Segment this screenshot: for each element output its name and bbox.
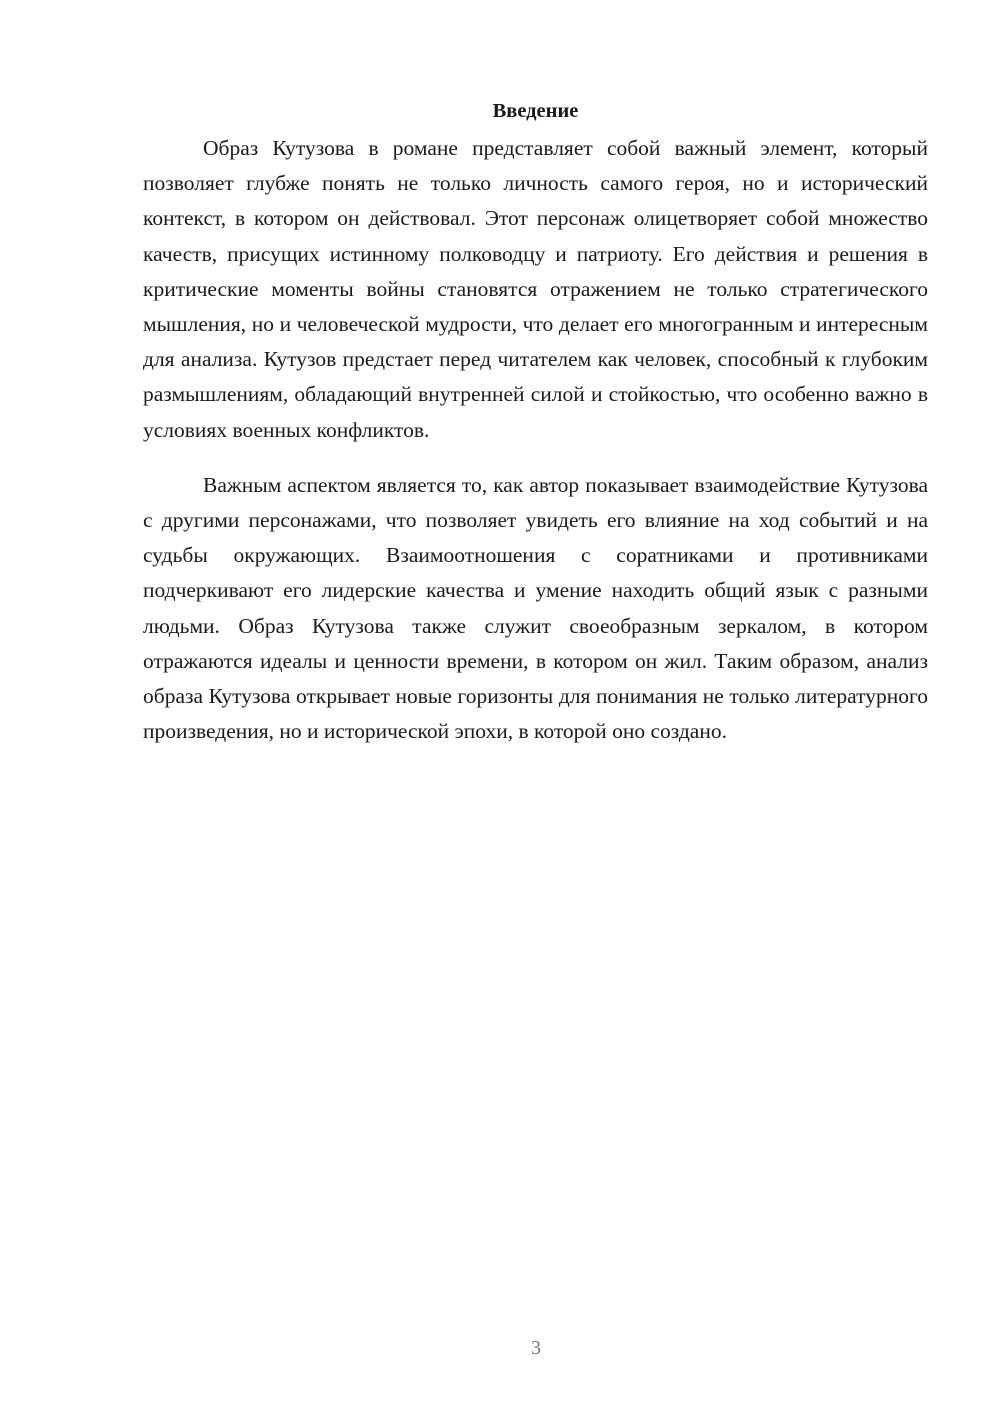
page-number: 3 [531,1337,541,1359]
paragraph-2: Важным аспектом является то, как автор показывает взаимодействие Кутузова с другими персонажами, что позволяет увидеть его влияние на ход событий и на судьбы окружающих. Взаимоотношения с соратниками и противниками подчеркивают его лидерские качества и умение находить общий язык с разными людьми. Образ Кутузова также служит своеобразным зеркалом, в котором отражаются идеалы и ценности времени, в котором он жил. Таким образом, анализ образа Кутузова открывает новые горизонты для понимания не только литературного произведения, но и исторической эпохи, в которой оно создано. [143,472,928,744]
paragraph-1: Образ Кутузова в романе представляет собой важный элемент, который позволяет глубже понять не только личность самого героя, но и исторический контекст, в котором он действовал. Этот персонаж олицетворяет собой множество качеств, присущих истинному полководцу и патриоту. Его действия и решения в критические моменты войны становятся отражением не только стратегического мышления, но и человеческой мудрости, что делает его многогранным и интересным для анализа. Кутузов предстает перед читателем как человек, способный к глубоким размышлениям, обладающий внутренней силой и стойкостью, что особенно важно в условиях военных конфликтов. [143,136,928,442]
section-heading: Введение [492,100,579,122]
page-body [143,96,928,749]
